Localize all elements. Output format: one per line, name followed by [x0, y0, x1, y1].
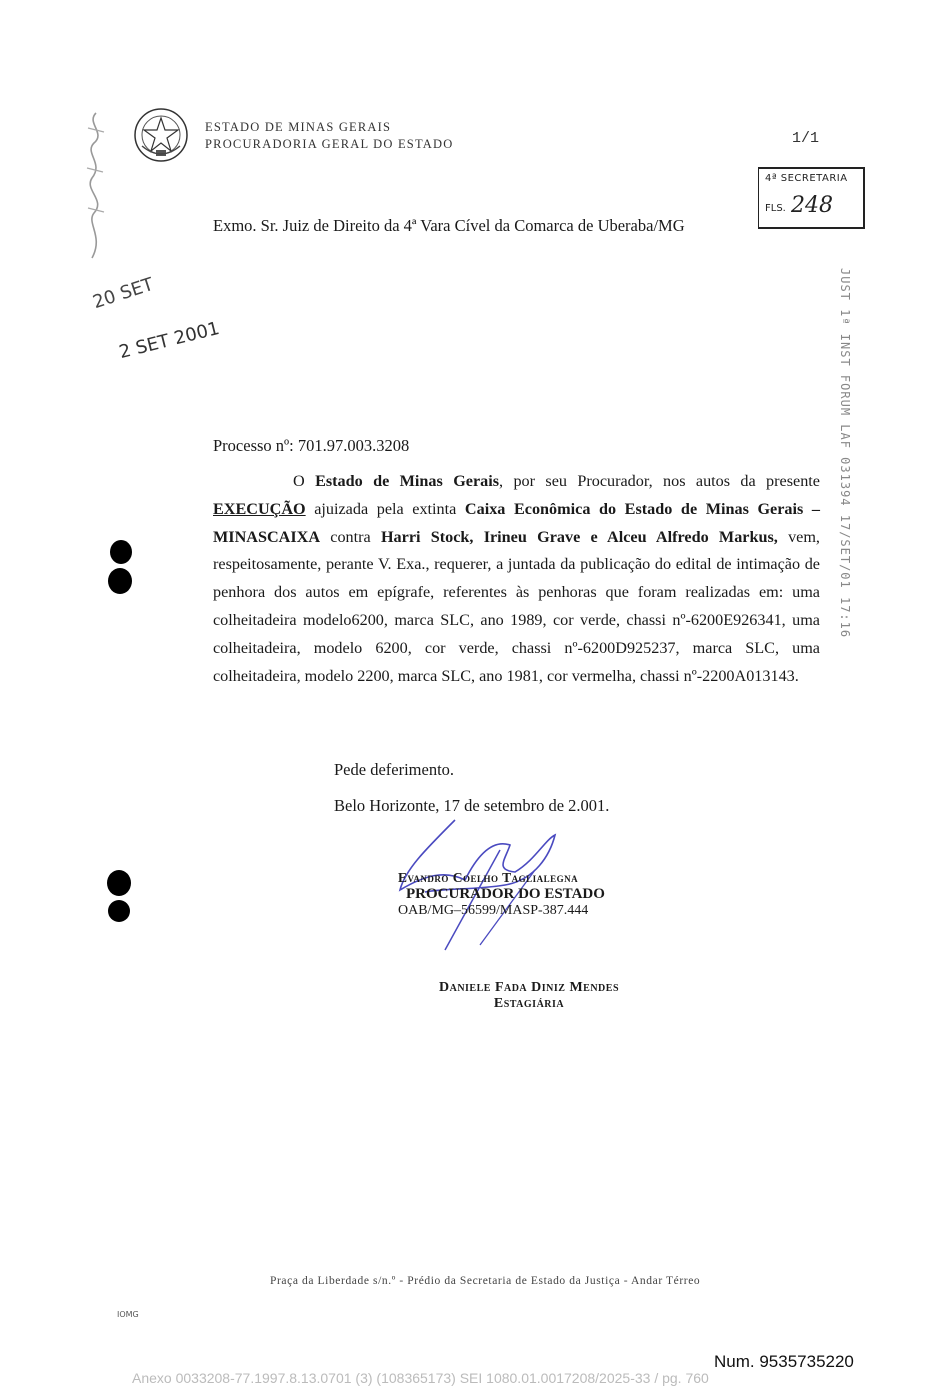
closing-deferimento: Pede deferimento.	[334, 760, 455, 779]
annex-reference: Anexo 0033208-77.1997.8.13.0701 (3) (108365173) SEI 1080.01.0017208/2025-33 / pg. 760	[132, 1370, 709, 1386]
document-number: Num. 9535735220	[714, 1352, 854, 1371]
body-text: contra	[320, 527, 381, 546]
body-text: O	[293, 472, 316, 490]
signatory-registry: OAB/MG–56599/MASP-387.444	[398, 903, 589, 918]
fls-label: FLS.	[765, 203, 786, 214]
defendants: Harri Stock, Irineu Grave e Alceu Alfredo Markus,	[380, 527, 778, 546]
punch-hole-icon	[110, 540, 132, 564]
intern-block	[409, 980, 649, 1012]
party-estado: Estado de Minas Gerais	[315, 472, 500, 490]
secretaria-stamp	[758, 167, 865, 229]
petition-body	[213, 468, 820, 690]
printer-mark: IOMG	[117, 1310, 139, 1319]
body-text: vem, respeitosamente, perante V. Exa., requerer, a juntada da publicação do edital de intimação de penhora dos autos em epígrafe, referentes às penhoras que foram realizadas em: uma colheitadeira modelo6200, marca SLC, ano 1989, cor verde, chassi nº-6200E926341, uma colheitadeira, modelo 6200, cor verde, chassi nº-6200D925237, marca SLC, uma colheitadeira, modelo 2200, marca SLC, ano 1981, cor vermelha, chassi nº-2200A013143.	[213, 527, 820, 685]
page-fraction: 1/1	[792, 130, 820, 147]
letterhead-state: ESTADO DE MINAS GERAIS	[205, 120, 392, 134]
footer-address: Praça da Liberdade s/n.º - Prédio da Secretaria de Estado da Justiça - Andar Térreo	[270, 1275, 701, 1287]
signatory-name: Evandro Coelho Taglialegna	[398, 870, 579, 885]
intern-title: Estagiária	[493, 996, 565, 1011]
process-number: Processo nº: 701.97.003.3208	[213, 436, 410, 455]
handwritten-margin-note-icon	[78, 108, 114, 268]
body-text: ajuizada pela extinta	[305, 499, 465, 518]
body-text: , por seu Procurador, nos autos da presente	[499, 472, 820, 490]
intern-name: Daniele Fada Diniz Mendes	[438, 980, 619, 995]
punch-hole-icon	[107, 870, 131, 896]
coat-of-arms-seal-icon	[132, 106, 190, 164]
court-receipt-stamp: JUST 1ª INST FORUM LAF 031394 17/SET/01 17:16	[838, 268, 852, 639]
punch-hole-icon	[108, 900, 130, 922]
signature-block	[398, 870, 658, 919]
fls-number: 248	[791, 193, 833, 218]
letterhead-office: PROCURADORIA GERAL DO ESTADO	[205, 137, 454, 151]
punch-hole-icon	[108, 568, 132, 594]
action-execucao: EXECUÇÃO	[213, 499, 306, 518]
signatory-title: PROCURADOR DO ESTADO	[406, 886, 605, 902]
date-stamp-2: 2 SET 2001	[116, 317, 222, 364]
closing-place-date: Belo Horizonte, 17 de setembro de 2.001.	[334, 796, 610, 815]
date-stamp-1: 20 SET	[90, 273, 157, 314]
secretaria-stamp-title: 4ª SECRETARIA	[765, 173, 848, 184]
addressee: Exmo. Sr. Juiz de Direito da 4ª Vara Cível da Comarca de Uberaba/MG	[213, 216, 685, 235]
party-caixa: Caixa Econômica do Estado de Minas Gerais – MINASCAIXA	[213, 499, 820, 546]
